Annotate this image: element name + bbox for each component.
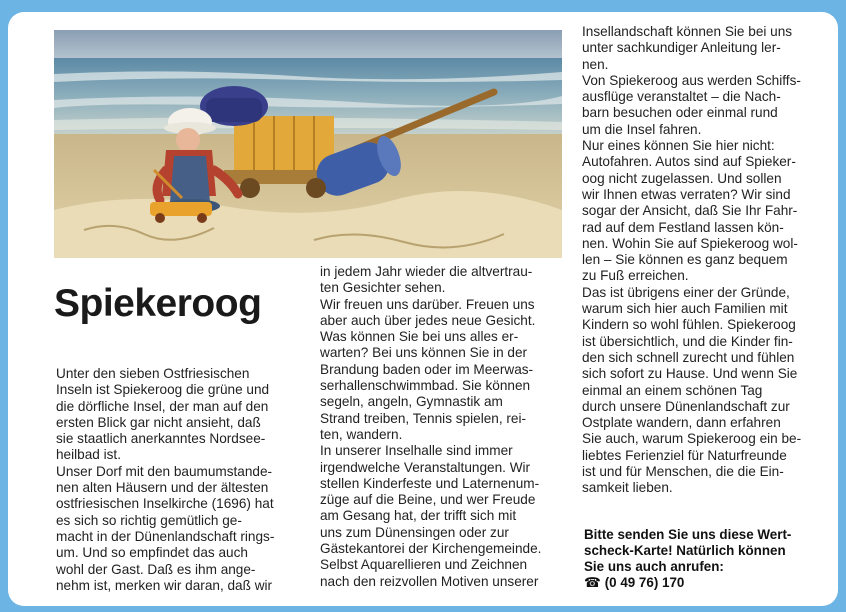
text-line: Strand treiben, Tennis spielen, rei- bbox=[320, 410, 527, 426]
page-title: Spiekeroog bbox=[54, 282, 262, 325]
text-line: durch unsere Dünenlandschaft zur bbox=[582, 398, 790, 414]
text-line: In unserer Inselhalle sind immer bbox=[320, 443, 513, 459]
text-line: Was können Sie bei uns alles er- bbox=[320, 329, 519, 345]
text-column-2 bbox=[320, 264, 541, 590]
text-line: nehm ist, merken wir daran, daß wir bbox=[56, 577, 273, 593]
phone-number-text: (0 49 76) 170 bbox=[604, 575, 685, 590]
text-line: züge auf die Beine, und wer Freude bbox=[320, 492, 536, 508]
text-line: Das ist übrigens einer der Gründe, bbox=[582, 284, 790, 300]
text-line: Ostplate wandern, dann erfahren bbox=[582, 415, 781, 431]
text-line: Insellandschaft können Sie bei uns bbox=[582, 24, 793, 39]
text-line: um die Insel fahren. bbox=[582, 121, 702, 137]
text-line: einmal an einem schönen Tag bbox=[582, 382, 763, 398]
text-line: ist übersichtlich, und die Kinder fin- bbox=[582, 333, 793, 349]
text-line: Sie auch, warum Spiekeroog ein be- bbox=[582, 431, 802, 447]
text-line: Nur eines können Sie hier nicht: bbox=[582, 138, 775, 154]
text-line: Inseln ist Spiekeroog die grüne und bbox=[56, 382, 270, 398]
text-line: den sich schnell zurecht und fühlen bbox=[582, 349, 795, 365]
text-line: Wir freuen uns darüber. Freuen uns bbox=[320, 296, 535, 312]
text-line: um. Und so empfindet das auch bbox=[56, 545, 248, 561]
text-line: nen. Wohin Sie auf Spiekeroog wol- bbox=[582, 235, 798, 251]
telephone-icon: ☎ bbox=[584, 575, 601, 590]
text-line: Kindern so wohl fühlen. Spiekeroog bbox=[582, 317, 796, 333]
cta-line: Bitte senden Sie uns diese Wert- bbox=[584, 527, 792, 542]
text-line: es sich so richtig gemütlich ge- bbox=[56, 512, 242, 528]
text-line: unter sachkundiger Anleitung ler- bbox=[582, 40, 781, 56]
text-line: nach den reizvollen Motiven unserer bbox=[320, 573, 539, 589]
text-line: nen. bbox=[582, 56, 609, 72]
text-line: rad auf dem Festland lassen kön- bbox=[582, 219, 784, 235]
text-line: heilbad ist. bbox=[56, 447, 121, 463]
text-line: irgendwelche Veranstaltungen. Wir bbox=[320, 459, 531, 475]
text-line: sogar der Ansicht, daß Sie Ihr Fahr- bbox=[582, 203, 798, 219]
text-line: sich sofort zu Hause. Und wenn Sie bbox=[582, 366, 798, 382]
text-line: warum sich hier auch Familien mit bbox=[582, 301, 788, 317]
text-line: sie staatlich anerkanntes Nordsee- bbox=[56, 431, 266, 447]
text-line: ten, wandern. bbox=[320, 426, 403, 442]
text-line: oog nicht zugelassen. Und sollen bbox=[582, 170, 782, 186]
text-line: ersten Blick gar nicht ansieht, daß bbox=[56, 414, 261, 430]
cta-line: Sie uns auch anrufen: bbox=[584, 559, 724, 574]
text-line: Von Spiekeroog aus werden Schiffs- bbox=[582, 72, 801, 88]
text-line: Unser Dorf mit den baumumstande- bbox=[56, 463, 273, 479]
call-to-action bbox=[584, 527, 791, 591]
text-line: aber auch über jedes neue Gesicht. bbox=[320, 312, 536, 328]
text-line: warten? Bei uns können Sie in der bbox=[320, 345, 528, 361]
phone-number bbox=[584, 575, 791, 591]
text-line: Autofahren. Autos sind auf Spieker- bbox=[582, 154, 796, 170]
text-line: macht in der Dünenlandschaft rings- bbox=[56, 528, 275, 544]
text-line: wir Ihnen etwas verraten? Wir sind bbox=[582, 186, 791, 202]
text-column-1 bbox=[56, 366, 274, 594]
text-line: barn besuchen oder einmal rund bbox=[582, 105, 778, 121]
text-line: ostfriesischen Inselkirche (1696) hat bbox=[56, 496, 274, 512]
text-line: Unter den sieben Ostfriesischen bbox=[56, 366, 250, 381]
beach-photo bbox=[54, 30, 562, 258]
text-line: liebtes Ferienziel für Naturfreunde bbox=[582, 447, 787, 463]
text-line: zu Fuß erreichen. bbox=[582, 268, 689, 284]
text-line: ausflüge veranstaltet – die Nach- bbox=[582, 89, 781, 105]
text-line: len – Sie können es ganz bequem bbox=[582, 252, 788, 268]
text-line: stellen Kinderfeste und Laternenum- bbox=[320, 475, 540, 491]
text-line: Selbst Aquarellieren und Zeichnen bbox=[320, 557, 528, 573]
text-line: wohl der Gast. Daß es ihm ange- bbox=[56, 561, 256, 577]
text-line: in jedem Jahr wieder die altvertrau- bbox=[320, 264, 533, 279]
text-line: nen alten Häusern und der ältesten bbox=[56, 480, 269, 496]
text-line: Gästekantorei der Kirchengemeinde. bbox=[320, 541, 542, 557]
text-line: ist und für Menschen, die die Ein- bbox=[582, 464, 784, 480]
text-line: die dörfliche Insel, der man auf den bbox=[56, 398, 269, 414]
text-line: am Gesang hat, der trifft sich mit bbox=[320, 508, 517, 524]
cta-line: scheck-Karte! Natürlich können bbox=[584, 543, 786, 558]
text-line: uns zum Dünensingen oder zur bbox=[320, 524, 509, 540]
text-column-3 bbox=[582, 24, 801, 497]
text-line: serhallenschwimmbad. Sie können bbox=[320, 378, 531, 394]
text-line: ten Gesichter sehen. bbox=[320, 280, 446, 296]
text-line: samkeit lieben. bbox=[582, 480, 673, 496]
text-line: Brandung baden oder im Meerwas- bbox=[320, 361, 534, 377]
text-line: segeln, angeln, Gymnastik am bbox=[320, 394, 503, 410]
